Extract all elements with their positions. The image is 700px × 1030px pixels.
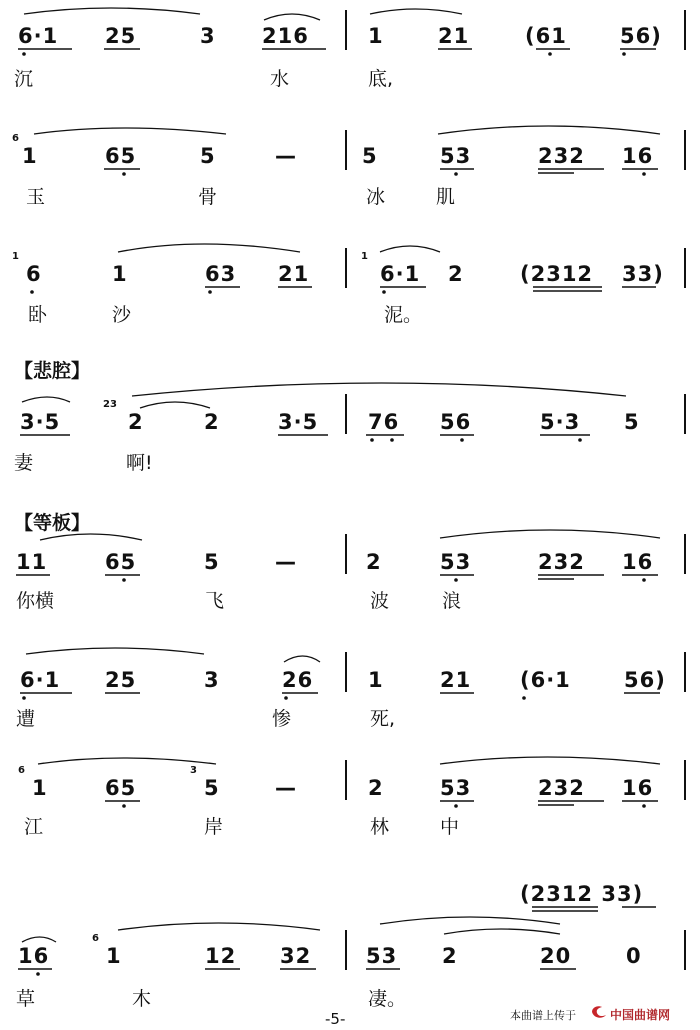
upload-credit: 本曲谱上传于 bbox=[510, 1009, 576, 1022]
note: 5 bbox=[624, 410, 640, 434]
lyric: 妻 bbox=[14, 452, 34, 474]
grace-note: 6 bbox=[12, 133, 19, 144]
slur bbox=[380, 917, 560, 924]
note: 65 bbox=[105, 776, 137, 800]
lyric: 沉 bbox=[14, 68, 34, 90]
note: 33) bbox=[622, 262, 664, 286]
note: 5·3 bbox=[540, 410, 581, 434]
note: 16 bbox=[622, 550, 654, 574]
note: 5 bbox=[362, 144, 378, 168]
grace-note: 1 bbox=[12, 251, 19, 262]
note: 65 bbox=[105, 144, 137, 168]
note: 53 bbox=[440, 550, 472, 574]
note: 16 bbox=[622, 776, 654, 800]
note: 1 bbox=[368, 24, 384, 48]
note: 1 bbox=[32, 776, 48, 800]
slur bbox=[438, 126, 660, 134]
slur bbox=[26, 648, 204, 654]
lyric: 浪 bbox=[442, 590, 462, 612]
lyric: 底, bbox=[368, 68, 394, 90]
note: 16 bbox=[18, 944, 50, 968]
note: — bbox=[275, 144, 297, 168]
page-number: -5- bbox=[325, 1010, 346, 1028]
note: 1 bbox=[112, 262, 128, 286]
lyric: 冰 bbox=[366, 186, 386, 208]
note: 20 bbox=[540, 944, 572, 968]
note: (6·1 bbox=[520, 668, 571, 692]
note: — bbox=[275, 776, 297, 800]
note: 11 bbox=[16, 550, 48, 574]
note: 5 bbox=[204, 550, 220, 574]
note: 21 bbox=[440, 668, 472, 692]
note: (2312 bbox=[520, 262, 594, 286]
slur bbox=[22, 397, 70, 402]
note: 56) bbox=[620, 24, 662, 48]
lyric: 木 bbox=[132, 988, 152, 1010]
lyric: 飞 bbox=[205, 590, 225, 612]
slur bbox=[440, 530, 660, 538]
note: 1 bbox=[106, 944, 122, 968]
slur bbox=[40, 534, 142, 540]
grace-note: 6 bbox=[18, 765, 25, 776]
note: 65 bbox=[105, 550, 137, 574]
lyric: 岸 bbox=[204, 816, 224, 838]
lyric: 林 bbox=[370, 816, 390, 838]
section-marker: 【悲腔】 bbox=[14, 360, 91, 382]
slur bbox=[24, 8, 200, 14]
note: 2 bbox=[442, 944, 458, 968]
note: 3 bbox=[200, 24, 216, 48]
lyric: 遭 bbox=[16, 708, 36, 730]
grace-note: 3 bbox=[190, 765, 197, 776]
section-marker: 【等板】 bbox=[14, 512, 91, 534]
note: 2 bbox=[204, 410, 220, 434]
slur bbox=[22, 937, 56, 942]
note: 25 bbox=[105, 668, 137, 692]
lyric: 惨 bbox=[272, 708, 292, 730]
slur bbox=[132, 383, 626, 396]
lyric: 江 bbox=[24, 816, 44, 838]
note: 76 bbox=[368, 410, 400, 434]
lyric: 草 bbox=[16, 988, 36, 1010]
lyric: 沙 bbox=[112, 304, 132, 326]
note: 53 bbox=[440, 144, 472, 168]
grace-note: 6 bbox=[92, 933, 99, 944]
note: 32 bbox=[280, 944, 312, 968]
grace-note: 1 bbox=[361, 251, 368, 262]
note: 25 bbox=[105, 24, 137, 48]
slur bbox=[38, 758, 216, 764]
lyric: 中 bbox=[440, 816, 460, 838]
note: 6·1 bbox=[20, 668, 61, 692]
note: 3 bbox=[204, 668, 220, 692]
note: 6 bbox=[26, 262, 42, 286]
note: 0 bbox=[626, 944, 642, 968]
note: 6·1 bbox=[18, 24, 59, 48]
note: 232 bbox=[538, 550, 585, 574]
slur bbox=[140, 402, 210, 408]
slur bbox=[118, 244, 300, 252]
note: 6·1 bbox=[380, 262, 421, 286]
lyric: 死, bbox=[370, 708, 396, 730]
slur bbox=[444, 929, 560, 934]
lyric: 水 bbox=[270, 68, 290, 90]
note: 2 bbox=[368, 776, 384, 800]
slur bbox=[284, 656, 320, 662]
site-brand: 中国曲谱网 bbox=[610, 1008, 671, 1022]
lyric: 啊! bbox=[126, 452, 153, 474]
slur bbox=[118, 923, 320, 930]
note: 216 bbox=[262, 24, 309, 48]
lyric: 玉 bbox=[26, 186, 46, 208]
note: 21 bbox=[438, 24, 470, 48]
note: 16 bbox=[622, 144, 654, 168]
note: 63 bbox=[205, 262, 237, 286]
note: 3·5 bbox=[20, 410, 61, 434]
note: — bbox=[275, 550, 297, 574]
grace-note: 23 bbox=[103, 399, 117, 410]
lyric: 肌 bbox=[436, 186, 456, 208]
slur bbox=[370, 9, 462, 14]
lyric: 泥。 bbox=[384, 304, 423, 326]
note: 3·5 bbox=[278, 410, 319, 434]
note: 2 bbox=[366, 550, 382, 574]
lyric: 骨 bbox=[198, 186, 218, 208]
lyric: 卧 bbox=[28, 304, 48, 326]
note: 53 bbox=[366, 944, 398, 968]
note: 5 bbox=[204, 776, 220, 800]
note: 1 bbox=[368, 668, 384, 692]
slur bbox=[380, 246, 440, 252]
lyric: 凄。 bbox=[368, 988, 407, 1010]
slur bbox=[440, 757, 660, 764]
note: 5 bbox=[200, 144, 216, 168]
note: 232 bbox=[538, 144, 585, 168]
lyric: 你横 bbox=[16, 590, 55, 612]
note: 2 bbox=[448, 262, 464, 286]
note: 56 bbox=[440, 410, 472, 434]
site-logo-icon bbox=[590, 1004, 608, 1020]
note: 2 bbox=[128, 410, 144, 434]
note: (2312 33) bbox=[520, 882, 644, 906]
note: 53 bbox=[440, 776, 472, 800]
note: 1 bbox=[22, 144, 38, 168]
note: 232 bbox=[538, 776, 585, 800]
slur bbox=[34, 128, 226, 134]
note: 12 bbox=[205, 944, 237, 968]
slur bbox=[264, 14, 320, 20]
note: 21 bbox=[278, 262, 310, 286]
note: 56) bbox=[624, 668, 666, 692]
note: (61 bbox=[525, 24, 567, 48]
lyric: 波 bbox=[370, 590, 390, 612]
note: 26 bbox=[282, 668, 314, 692]
